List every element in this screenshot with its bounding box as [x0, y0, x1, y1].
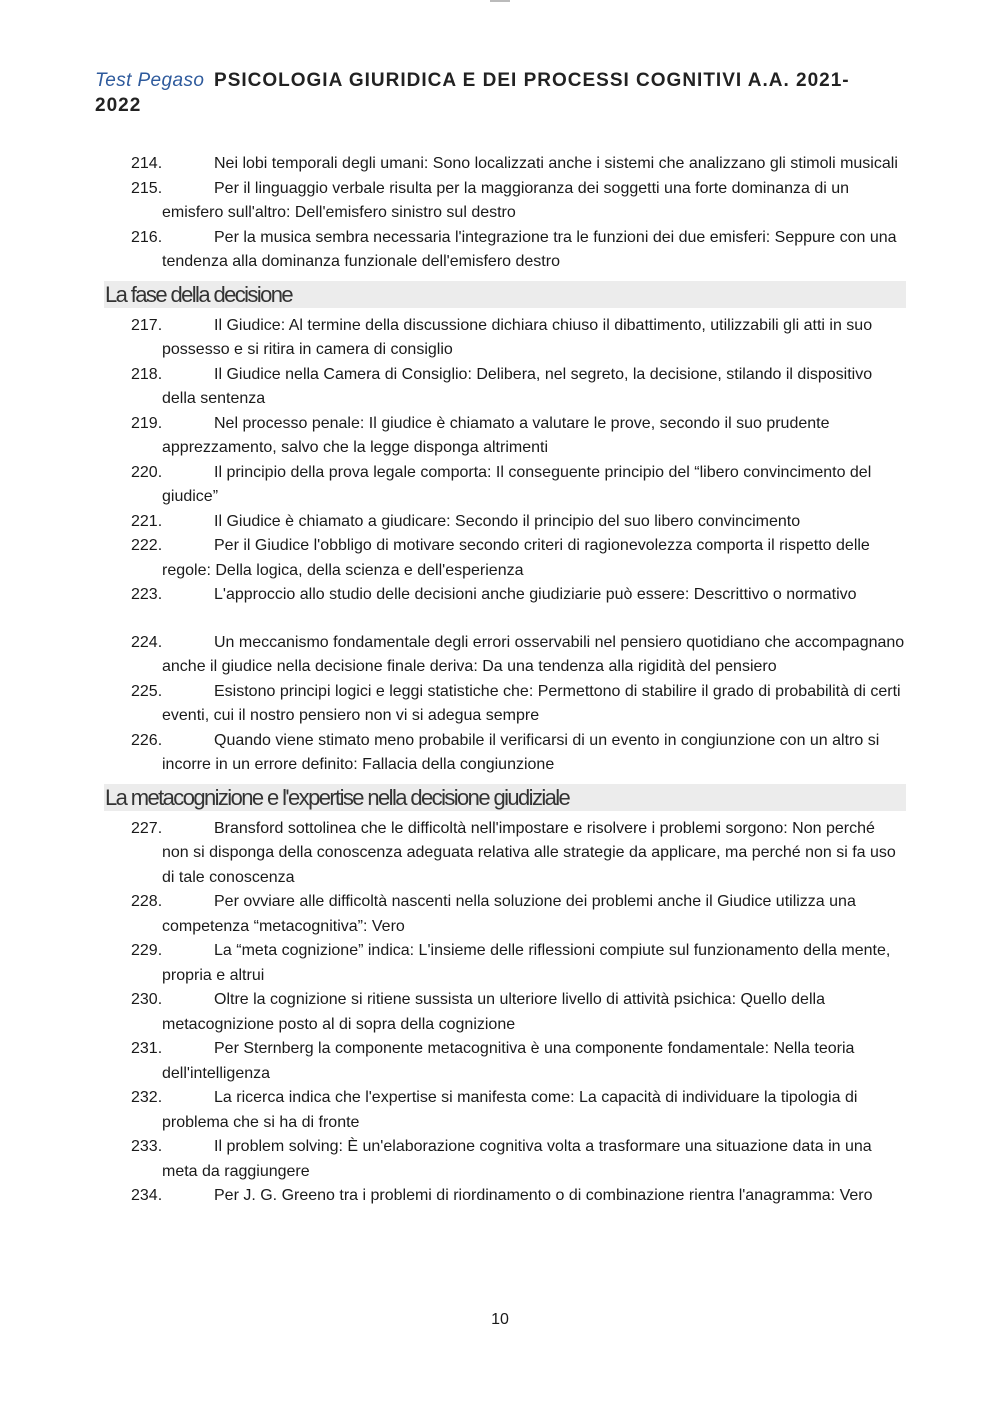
item-text: Un meccanismo fondamentale degli errori osservabili nel pensiero quotidiano che accompagnano anche il giudice nella decisione finale deriva: Da una tendenza alla rigidità del pensiero [162, 633, 905, 675]
list-item [104, 817, 906, 891]
item-text: Il principio della prova legale comporta: Il conseguente principio del “libero convincimento del giudice” [162, 463, 872, 505]
list-item [104, 890, 906, 939]
item-number: 229. [131, 942, 163, 959]
section-heading: La fase della decisione [104, 281, 906, 308]
list-item [104, 680, 906, 729]
item-text: Oltre la cognizione si ritiene sussista un ulteriore livello di attività psichica: Quello della metacognizione posto al di sopra della cognizione [162, 991, 825, 1033]
item-text: Per Sternberg la componente metacognitiva è una componente fondamentale: Nella teoria dell'intelligenza [162, 1040, 855, 1082]
list-item [104, 631, 906, 680]
page-number: 10 [491, 1311, 509, 1328]
item-text: Per la musica sembra necessaria l'integrazione tra le funzioni dei due emisferi: Seppure con una tendenza alla dominanza funzionale dell'emisfero destro [162, 228, 897, 270]
item-number: 233. [131, 1138, 163, 1155]
item-number: 234. [131, 1187, 163, 1204]
item-number: 216. [131, 228, 163, 246]
item-number: 232. [131, 1089, 163, 1106]
header-brand: Test Pegaso [95, 70, 205, 91]
item-text: Nel processo penale: Il giudice è chiamato a valutare le prove, secondo il suo prudente apprezzamento, salvo che la legge disponga altrimenti [162, 414, 830, 456]
list-item [104, 363, 906, 412]
item-text: Per ovviare alle difficoltà nascenti nella soluzione dei problemi anche il Giudice utilizza una competenza “metacognitiva”: Vero [162, 893, 856, 935]
item-number: 214. [131, 155, 163, 172]
item-number: 225. [131, 682, 163, 700]
item-text: La ricerca indica che l'expertise si manifesta come: La capacità di individuare la tipologia di problema che si ha di fronte [162, 1089, 858, 1131]
document-body [104, 152, 906, 1209]
list-item [104, 177, 906, 226]
list-item [104, 939, 906, 988]
item-number: 223. [131, 586, 163, 603]
item-number: 217. [131, 316, 163, 334]
item-text: La “meta cognizione” indica: L'insieme delle riflessioni compiute sul funzionamento della mente, propria e altrui [162, 942, 891, 984]
item-number: 221. [131, 512, 163, 530]
top-mark [490, 0, 510, 2]
list-item [104, 1037, 906, 1086]
list-item [104, 1086, 906, 1135]
list-item [104, 583, 906, 608]
item-text: Per il Giudice l'obbligo di motivare secondo criteri di ragionevolezza comporta il rispetto delle regole: Della logica, della scienza e dell'esperienza [162, 537, 870, 579]
item-text: Il problem solving: È un'elaborazione cognitiva volta a trasformare una situazione data in una meta da raggiungere [162, 1138, 872, 1180]
item-text: Esistono principi logici e leggi statistiche che: Permettono di stabilire il grado di probabilità di certi eventi, cui il nostro pensiero non vi si adegua sempre [162, 682, 901, 724]
item-text: Per J. G. Greeno tra i problemi di riordinamento o di combinazione rientra l'anagramma: Vero [214, 1187, 873, 1204]
item-text: Nei lobi temporali degli umani: Sono localizzati anche i sistemi che analizzano gli stimoli musicali [214, 155, 898, 172]
list-item [104, 1184, 906, 1209]
list-item [104, 314, 906, 363]
item-text: Per il linguaggio verbale risulta per la maggioranza dei soggetti una forte dominanza di un emisfero sull'altro: Dell'emisfero sinistro sul destro [162, 179, 850, 221]
item-number: 222. [131, 537, 163, 554]
item-text: Bransford sottolinea che le difficoltà nell'impostare e risolvere i problemi sorgono: Non perché non si disponga della conoscenza adeguata relativa alle strategie da applicare, ma perché non si fa uso di tale conoscenza [162, 819, 896, 886]
item-number: 224. [131, 633, 163, 651]
list-item [104, 152, 906, 177]
item-number: 226. [131, 731, 163, 749]
list-item [104, 729, 906, 778]
item-number: 220. [131, 463, 163, 481]
list-item [104, 461, 906, 510]
item-text: Il Giudice è chiamato a giudicare: Secondo il principio del suo libero convincimento [214, 512, 801, 530]
item-text: Quando viene stimato meno probabile il verificarsi di un evento in congiunzione con un altro si incorre in un errore definito: Fallacia della congiunzione [162, 731, 880, 773]
page-header [95, 68, 875, 118]
list-item [104, 226, 906, 275]
list-item [104, 534, 906, 583]
list-item [104, 1135, 906, 1184]
item-text: Il Giudice nella Camera di Consiglio: Delibera, nel segreto, la decisione, stilando il dispositivo della sentenza [162, 365, 873, 407]
item-text: Il Giudice: Al termine della discussione dichiara chiuso il dibattimento, utilizzabili gli atti in suo possesso e si ritira in camera di consiglio [162, 316, 873, 358]
item-number: 219. [131, 414, 163, 432]
item-number: 215. [131, 179, 163, 197]
item-number: 227. [131, 819, 163, 837]
list-item [104, 510, 906, 535]
item-number: 218. [131, 365, 163, 383]
header-title: PSICOLOGIA GIURIDICA E DEI PROCESSI COGNITIVI A.A. 2021-2022 [95, 70, 850, 116]
item-number: 230. [131, 991, 163, 1008]
section-heading: La metacognizione e l'expertise nella decisione giudiziale [104, 784, 906, 811]
item-text: L'approccio allo studio delle decisioni anche giudiziarie può essere: Descrittivo o normativo [214, 586, 857, 603]
list-item [104, 412, 906, 461]
list-item [104, 988, 906, 1037]
item-number: 228. [131, 893, 163, 910]
item-number: 231. [131, 1040, 163, 1057]
